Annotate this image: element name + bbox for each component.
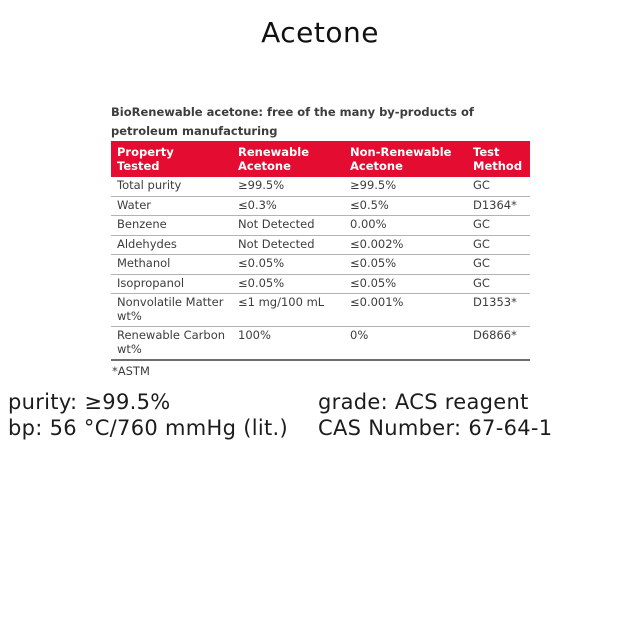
table-cell-non-renewable: ≤0.05%	[344, 255, 467, 275]
table-cell-renewable: ≤0.3%	[232, 196, 344, 216]
table-cell-non-renewable: ≤0.05%	[344, 274, 467, 294]
table-cell-renewable: Not Detected	[232, 235, 344, 255]
column-header-test-method: Test Method	[467, 141, 530, 177]
table-cell-property: Nonvolatile Matter wt%	[111, 294, 232, 327]
table-cell-renewable: ≥99.5%	[232, 177, 344, 196]
table-cell-test-method: GC	[467, 235, 530, 255]
spec-table	[111, 141, 530, 361]
table-cell-property: Total purity	[111, 177, 232, 196]
product-specs-left	[8, 389, 288, 441]
spec-table-section	[111, 103, 530, 378]
table-header-row	[111, 141, 530, 177]
table-cell-property: Isopropanol	[111, 274, 232, 294]
table-cell-renewable: ≤0.05%	[232, 274, 344, 294]
table-row	[111, 235, 530, 255]
table-cell-non-renewable: 0.00%	[344, 216, 467, 236]
table-footnote: *ASTM	[112, 364, 150, 378]
table-cell-test-method: GC	[467, 255, 530, 275]
column-header-property-tested: Property Tested	[111, 141, 232, 177]
table-cell-property: Water	[111, 196, 232, 216]
column-header-non-renewable-acetone: Non-Renewable Acetone	[344, 141, 467, 177]
table-row	[111, 294, 530, 327]
table-cell-non-renewable: ≥99.5%	[344, 177, 467, 196]
table-cell-non-renewable: ≤0.5%	[344, 196, 467, 216]
table-row	[111, 196, 530, 216]
page-title: Acetone	[261, 16, 379, 49]
table-cell-test-method: D1353*	[467, 294, 530, 327]
spec-line-purity: purity: ≥99.5%	[8, 390, 171, 414]
table-cell-property: Renewable Carbon wt%	[111, 327, 232, 361]
spec-line-grade: grade: ACS reagent	[318, 390, 529, 414]
table-row	[111, 327, 530, 361]
table-cell-non-renewable: ≤0.001%	[344, 294, 467, 327]
table-cell-property: Methanol	[111, 255, 232, 275]
table-caption: BioRenewable acetone: free of the many by-products of petroleum manufacturing	[111, 105, 474, 138]
table-cell-renewable: Not Detected	[232, 216, 344, 236]
table-cell-test-method: GC	[467, 177, 530, 196]
table-cell-test-method: D6866*	[467, 327, 530, 361]
column-header-renewable-acetone: Renewable Acetone	[232, 141, 344, 177]
table-cell-non-renewable: 0%	[344, 327, 467, 361]
table-cell-property: Benzene	[111, 216, 232, 236]
table-cell-renewable: 100%	[232, 327, 344, 361]
table-row	[111, 255, 530, 275]
table-row	[111, 274, 530, 294]
table-row	[111, 216, 530, 236]
table-cell-renewable: ≤1 mg/100 mL	[232, 294, 344, 327]
spec-line-bp: bp: 56 °C/760 mmHg (lit.)	[8, 416, 288, 440]
product-specs-right	[318, 389, 552, 441]
table-cell-non-renewable: ≤0.002%	[344, 235, 467, 255]
table-cell-renewable: ≤0.05%	[232, 255, 344, 275]
table-cell-test-method: GC	[467, 274, 530, 294]
table-cell-property: Aldehydes	[111, 235, 232, 255]
table-cell-test-method: GC	[467, 216, 530, 236]
spec-line-cas-number: CAS Number: 67-64-1	[318, 416, 553, 440]
table-row	[111, 177, 530, 196]
table-cell-test-method: D1364*	[467, 196, 530, 216]
